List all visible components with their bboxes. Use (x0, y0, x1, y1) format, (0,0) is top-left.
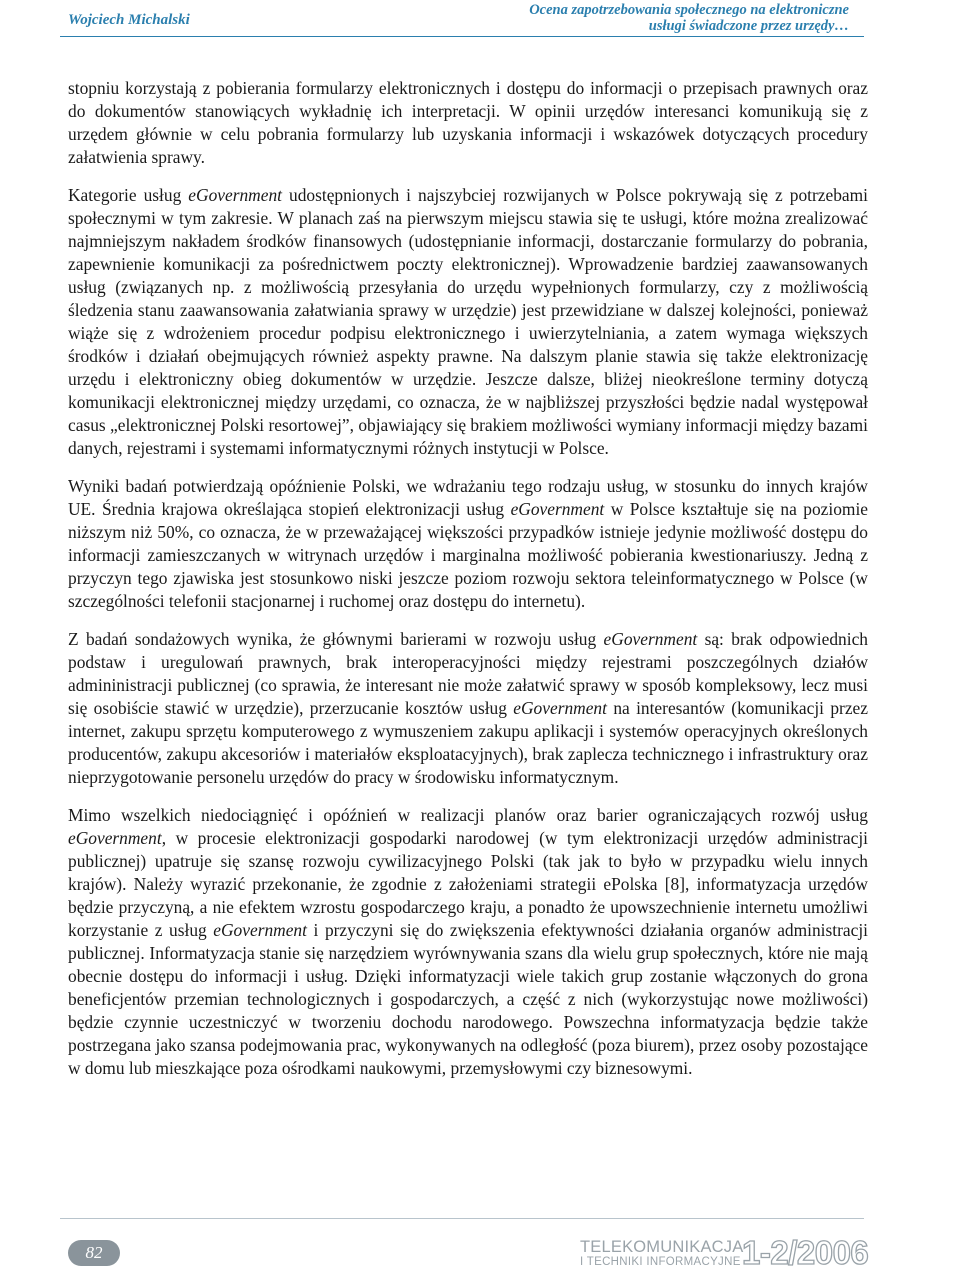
issue-number: 1-2/2006 (742, 1234, 869, 1271)
running-title (529, 2, 849, 34)
paragraph-1 (68, 77, 868, 169)
text-run: , w procesie elektronizacji gospodarki narodowej (w tym elektronizacji urzędów administracji publicznej) upatruje się szansę rozwoju cywilizacyjnego Polski (tak jak to było w przypadku wielu innych krajów). Należy wyrazić przekonanie, że zgodnie z założeniami strategii ePolska [8], informatyzacja urzędów będzie przyczyną, a nie efektem wzrostu gospodarczego kraju, a ponadto że upowszechnienie internetu umożliwi korzystanie z usług (68, 828, 868, 940)
italic-term: eGovernment (213, 920, 307, 940)
journal-name-line-1: TELEKOMUNIKACJA (580, 1238, 744, 1256)
paragraph-3 (68, 475, 868, 613)
text-run: Z badań sondażowych wynika, że głównymi barierami w rozwoju usług (68, 629, 604, 649)
text-run: w Polsce kształtuje się na poziomie niższym niż 50%, co oznacza, że w przeważającej większości przypadków istnieje jedynie możliwość dostępu do informacji zamieszczanych w witrynach urzędów i marginalna możliwość pobierania kwestionariuszy. Jedną z przyczyn tego zjawiska jest stosunkowo niski jeszcze poziom rozwoju sektora teleinformatycznego w Polsce (w szczególności telefonii stacjonarnej i ruchomej oraz dostępu do internetu). (68, 499, 868, 611)
page-header (0, 0, 960, 38)
italic-term: eGovernment (68, 828, 162, 848)
paragraph-5 (68, 804, 868, 1080)
paragraph-2 (68, 184, 868, 460)
text-run: stopniu korzystają z pobierania formularzy elektronicznych i dostępu do informacji o przepisach prawnych oraz do dokumentów stanowiących wykładnię ich interpretacji. W opinii urzędów interesanci komunikują się z urzędem głównie w celu pobrania formularzy lub uzyskania informacji i wskazówek dotyczących procedury załatwienia sprawy. (68, 78, 868, 167)
text-run: udostępnionych i najszybciej rozwijanych w Polsce pokrywają się z potrzebami społecznymi w tym zakresie. W planach zaś na pierwszym miejscu stawia się te usługi, które można zrealizować najmniejszym nakładem środków finansowych (udostępnianie informacji, dostarczanie formularzy do pobrania, zapewnienie komunikacji za pośrednictwem poczty elektronicznej). Wprowadzenie bardziej zaawansowanych usług (związanych np. z możliwością przesyłania do urzędu wypełnionych formularzy, czy z możliwością śledzenia stanu zaawansowania załatwiania sprawy w urzędzie) jest przewidziane w dalszej kolejności, ponieważ wiąże się z wdrożeniem procedur podpisu elektronicznego i uwierzytelniania, a zatem wymaga większych środków i działań obejmujących również aspekty prawne. Na dalszym planie stawia się także elektronizację urzędu i elektroniczny obieg dokumentów w urzędzie. Jeszcze dalsze, bliżej nieokreślone terminy dotyczą komunikacji elektronicznej między urzędami, co oznacza, że w najbliższej przyszłości będzie nadal występował casus „elektronicznej Polski resortowej”, objawiający się brakiem możliwości wymiany informacji między bazami danych, rejestrami i systemami informatycznymi różnych instytucji w Polsce. (68, 185, 868, 458)
paragraph-4 (68, 628, 868, 789)
text-run: Kategorie usług (68, 185, 189, 205)
journal-name-line-2: I TECHNIKI INFORMACYJNE (580, 1256, 741, 1268)
page-number-badge: 82 (68, 1240, 120, 1266)
text-run: Mimo wszelkich niedociągnięć i opóźnień w realizacji planów oraz barier ograniczających rozwój usług (68, 805, 868, 825)
running-title-line-1: Ocena zapotrzebowania społecznego na elektroniczne (529, 2, 849, 18)
italic-term: eGovernment (188, 185, 282, 205)
body-text (68, 77, 868, 1095)
text-run: Wyniki badań potwierdzają opóźnienie Polski, we wdrażaniu tego rodzaju usług, w stosunku do innych krajów UE. Średnia krajowa określająca stopień elektronizacji usług (68, 476, 868, 519)
italic-term: eGovernment (513, 698, 607, 718)
author-name: Wojciech Michalski (68, 12, 190, 28)
italic-term: eGovernment (603, 629, 698, 649)
running-title-line-2: usługi świadczone przez urzędy… (648, 18, 849, 34)
footer-rule (60, 1218, 864, 1219)
text-run: na interesantów (komunikacji przez internet, zakupu sprzętu komputerowego z wymuszeniem zakupu aplikacji i systemów operacyjnych określonych producentów, zakupu akcesoriów i materiałów eksploatacyjnych), brak zaplecza technicznego i infrastruktury oraz nieprzygotowanie personelu urzędów do pracy w środowisku informatycznym. (68, 698, 868, 787)
text-run: są: brak odpowiednich podstaw i uregulowań prawnych, brak interoperacyjności między rejestrami poszczególnych działów admininistracji publicznej (co sprawia, że interesant nie może załatwić sprawy w sposób kompleksowy, lecz musi się osobiście stawić w urzędzie), przerzucanie kosztów usług (68, 629, 868, 718)
journal-name (580, 1240, 743, 1270)
header-rule (60, 36, 864, 37)
italic-term: eGovernment (510, 499, 605, 519)
text-run: i przyczyni się do zwiększenia efektywności działania organów administracji publicznej. Informatyzacja stanie się narzędziem wyrównywania szans dla wielu grup społecznych, które nie mają obecnie dostępu do informacji i usług. Dzięki informatyzacji wiele takich grup zostanie włączonych do grona beneficjentów przemian technologicznych i gospodarczych, a część z nich (wykorzystując nowe możliwości) będzie czynnie uczestniczyć w tworzeniu dochodu narodowego. Powszechna informatyzacja będzie także postrzegana jako szansa podejmowania prac, wykonywanych na odległość (poza biurem), przez osoby pozostające w domu lub mieszkające poza ośrodkami naukowymi, przemysłowymi czy biznesowymi. (68, 920, 868, 1078)
